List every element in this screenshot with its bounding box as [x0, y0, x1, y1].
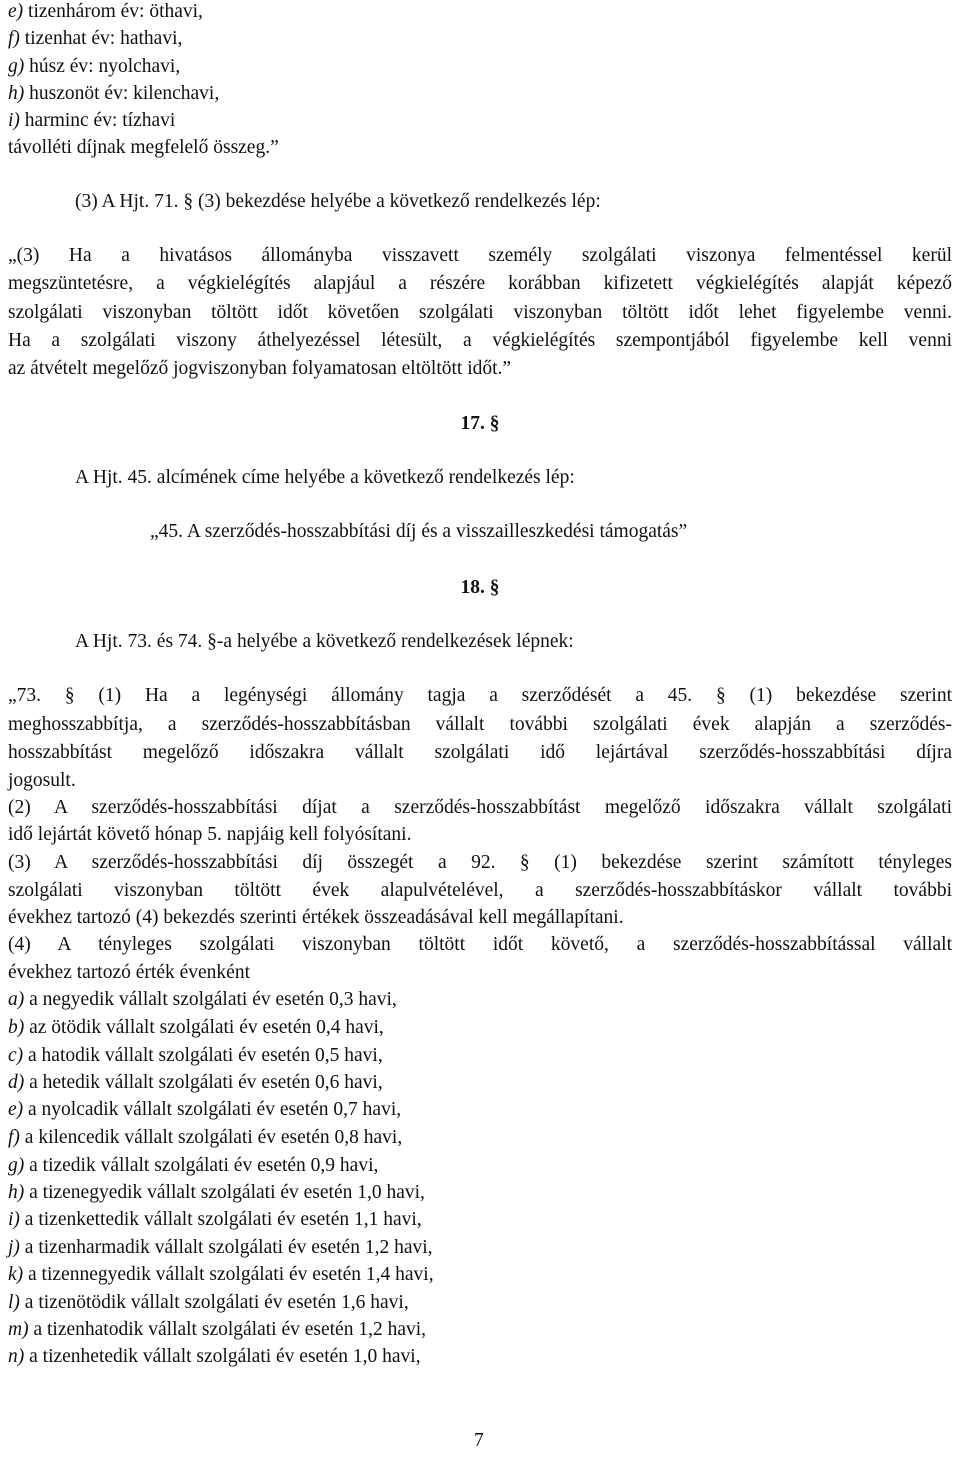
list-item	[8, 1181, 425, 1205]
list-item	[8, 0, 203, 24]
paragraph-line: idő lejártát követő hónap 5. napjáig kell folyósítani.	[8, 824, 412, 845]
list-text: az ötödik vállalt szolgálati év esetén 0,4 havi,	[24, 1017, 384, 1038]
list-item	[8, 1263, 434, 1287]
paragraph-line: az átvételt megelőző jogviszonyban folyamatosan eltöltött időt.”	[8, 358, 512, 379]
list-marker: k)	[8, 1264, 24, 1285]
list-marker: n)	[8, 1346, 25, 1367]
list-text: a hatodik vállalt szolgálati év esetén 0,5 havi,	[23, 1045, 383, 1066]
list-text: a nyolcadik vállalt szolgálati év esetén 0,7 havi,	[23, 1099, 402, 1120]
list-item	[8, 27, 182, 51]
list-item	[8, 82, 219, 106]
paragraph-line: évekhez tartozó érték évenként	[8, 962, 250, 983]
list-item	[8, 1016, 384, 1040]
list-text: huszonöt év: kilenchavi,	[24, 83, 220, 104]
list-marker: f)	[8, 28, 20, 49]
paragraph-line: meghosszabbítja, a szerződés-hosszabbításban vállalt további szolgálati évek alapján a szerződés-	[8, 714, 952, 735]
list-closing-text: távolléti díjnak megfelelő összeg.”	[8, 137, 279, 158]
list-marker: g)	[8, 56, 25, 77]
list-item	[8, 1318, 426, 1342]
list-item	[8, 1154, 378, 1178]
list-text: tizenhárom év: öthavi,	[23, 1, 203, 22]
paragraph-line: évekhez tartozó (4) bekezdés szerinti értékek összeadásával kell megállapítani.	[8, 907, 624, 928]
list-item	[8, 1291, 409, 1315]
list-text: a hetedik vállalt szolgálati év esetén 0,6 havi,	[24, 1072, 383, 1093]
list-item	[8, 1098, 401, 1122]
list-marker: i)	[8, 1209, 20, 1230]
list-marker: c)	[8, 1045, 24, 1066]
amendment-intro: (3) A Hjt. 71. § (3) bekezdése helyébe a következő rendelkezés lép:	[75, 191, 601, 212]
list-item	[8, 1345, 421, 1369]
list-item	[8, 1044, 383, 1068]
list-item	[8, 1071, 383, 1095]
list-marker: a)	[8, 989, 25, 1010]
page-number: 7	[474, 1430, 484, 1451]
paragraph-line: jogosult.	[8, 770, 76, 791]
list-text: a tizenkettedik vállalt szolgálati év esetén 1,1 havi,	[19, 1209, 422, 1230]
section-heading-17: 17. §	[460, 413, 500, 434]
list-marker: d)	[8, 1072, 25, 1093]
list-item	[8, 1126, 402, 1150]
list-marker: g)	[8, 1155, 25, 1176]
paragraph-line: (3) A szerződés-hosszabbítási díj összegét a 92. § (1) bekezdése szerint számított tényleges	[8, 852, 952, 873]
paragraph-line: „(3) Ha a hivatásos állományba visszavett személy szolgálati viszonya felmentéssel kerül	[8, 245, 952, 266]
list-item	[8, 55, 180, 79]
list-text: tizenhat év: hathavi,	[19, 28, 183, 49]
list-text: a tizenhetedik vállalt szolgálati év esetén 1,0 havi,	[24, 1346, 421, 1367]
section-intro: A Hjt. 73. és 74. §-a helyébe a következő rendelkezések lépnek:	[75, 631, 574, 652]
list-text: a tizenötödik vállalt szolgálati év esetén 1,6 havi,	[19, 1292, 409, 1313]
list-text: a kilencedik vállalt szolgálati év esetén 0,8 havi,	[19, 1127, 403, 1148]
section-heading-18: 18. §	[460, 577, 500, 598]
list-text: a tizennegyedik vállalt szolgálati év esetén 1,4 havi,	[23, 1264, 434, 1285]
list-marker: h)	[8, 1182, 25, 1203]
list-item	[8, 109, 175, 133]
section-intro: A Hjt. 45. alcímének címe helyébe a következő rendelkezés lép:	[75, 467, 575, 488]
paragraph-line: (4) A tényleges szolgálati viszonyban töltött időt követő, a szerződés-hosszabbítással vállalt	[8, 934, 952, 955]
list-item	[8, 1236, 433, 1260]
list-text: a negyedik vállalt szolgálati év esetén 0,3 havi,	[24, 989, 397, 1010]
list-marker: e)	[8, 1, 24, 22]
paragraph-line: (2) A szerződés-hosszabbítási díjat a szerződés-hosszabbítást megelőző időszakra vállalt szolgálati	[8, 797, 952, 818]
list-marker: i)	[8, 110, 20, 131]
paragraph-line: hosszabbítást megelőző időszakra vállalt szolgálati idő lejártával szerződés-hosszabbítási díjra	[8, 742, 952, 763]
list-marker: j)	[8, 1237, 20, 1258]
paragraph-line: szolgálati viszonyban töltött évek alapulvételével, a szerződés-hosszabbításkor vállalt további	[8, 880, 952, 901]
list-marker: l)	[8, 1292, 20, 1313]
list-marker: h)	[8, 83, 25, 104]
list-text: a tizedik vállalt szolgálati év esetén 0,9 havi,	[24, 1155, 379, 1176]
paragraph-line: megszüntetésre, a végkielégítés alapjául a részére korábban kifizetett végkielégítés alapját képező	[8, 273, 952, 294]
list-text: harminc év: tízhavi	[19, 110, 176, 131]
list-text: a tizenharmadik vállalt szolgálati év esetén 1,2 havi,	[19, 1237, 433, 1258]
list-text: húsz év: nyolchavi,	[24, 56, 181, 77]
list-text: a tizenegyedik vállalt szolgálati év esetén 1,0 havi,	[24, 1182, 425, 1203]
list-item	[8, 1208, 422, 1232]
list-marker: m)	[8, 1319, 29, 1340]
paragraph-line: szolgálati viszonyban töltött időt követően szolgálati viszonyban töltött időt lehet figyelembe venni.	[8, 302, 952, 323]
list-item	[8, 988, 397, 1012]
list-marker: b)	[8, 1017, 25, 1038]
paragraph-line: „73. § (1) Ha a legénységi állomány tagja a szerződését a 45. § (1) bekezdése szerint	[8, 685, 952, 706]
list-marker: f)	[8, 1127, 20, 1148]
list-text: a tizenhatodik vállalt szolgálati év esetén 1,2 havi,	[28, 1319, 427, 1340]
subtitle-text: „45. A szerződés-hosszabbítási díj és a visszailleszkedési támogatás”	[150, 521, 688, 542]
list-marker: e)	[8, 1099, 24, 1120]
paragraph-line: Ha a szolgálati viszony áthelyezéssel létesült, a végkielégítés szempontjából figyelembe kell venni	[8, 330, 952, 351]
